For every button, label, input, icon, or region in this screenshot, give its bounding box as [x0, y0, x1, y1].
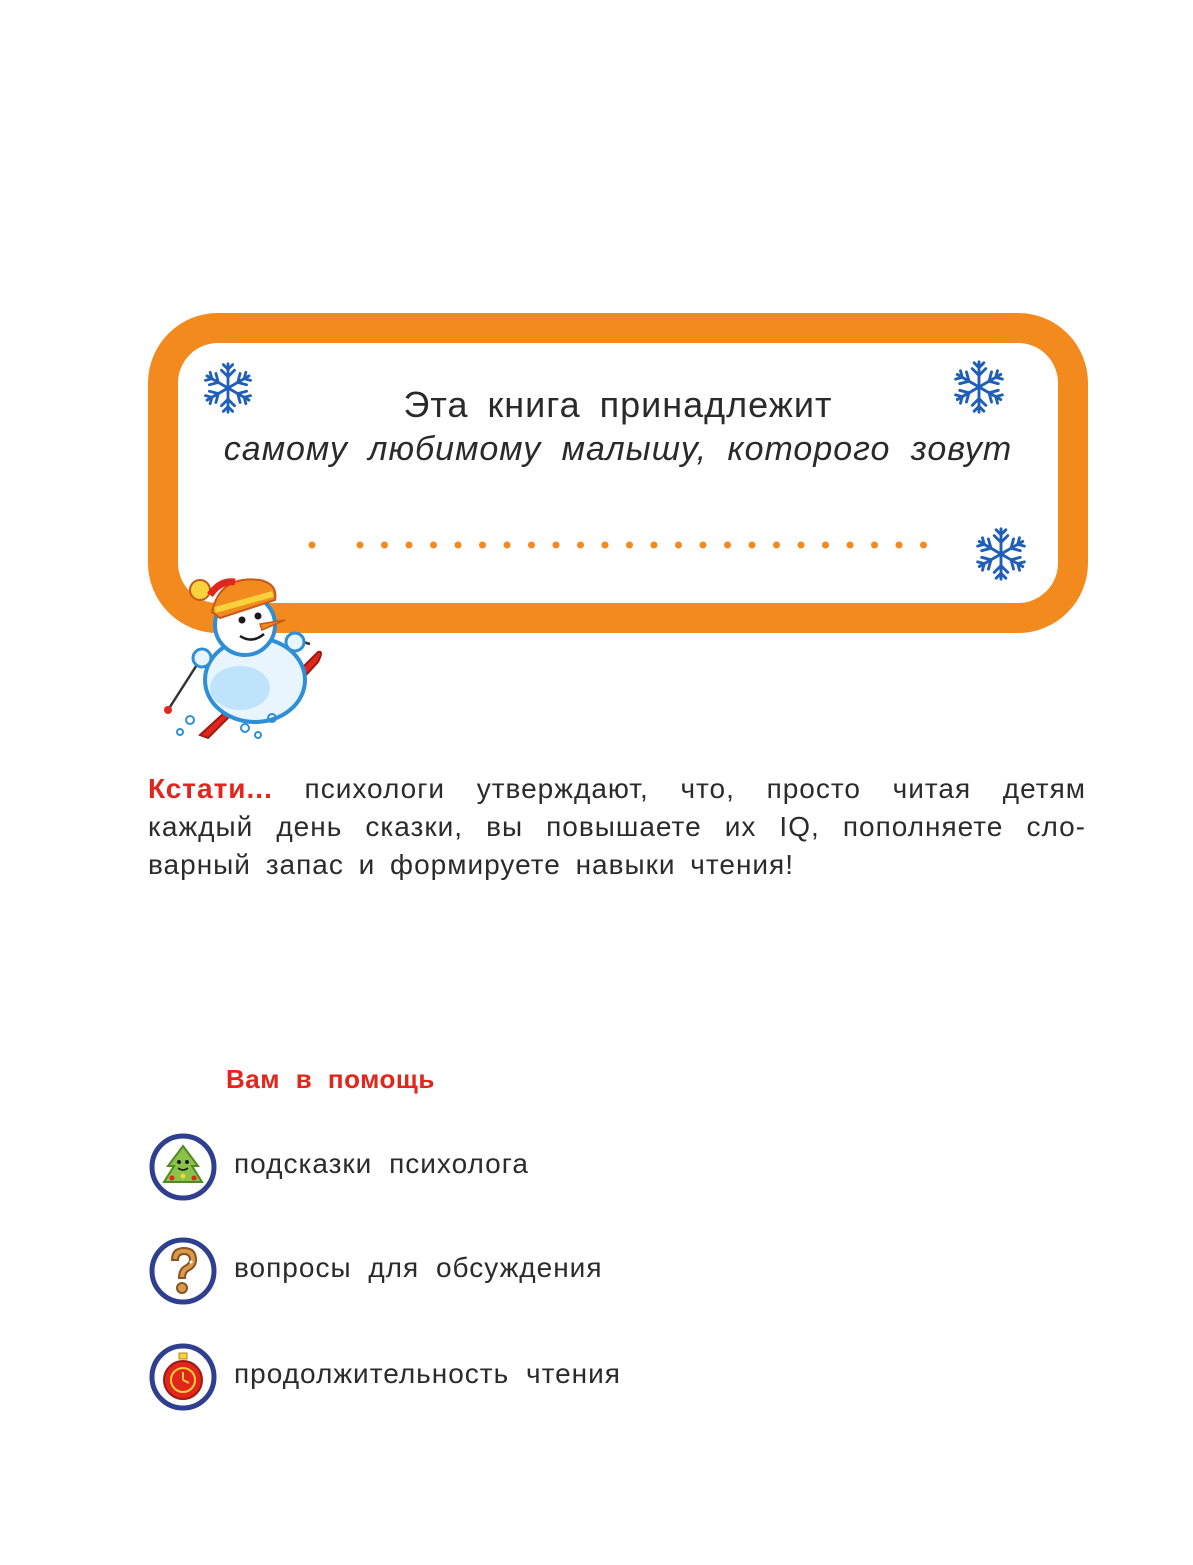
dot — [724, 542, 731, 549]
snowman-skier-illustration — [160, 570, 330, 745]
help-item-label: продолжительность чтения — [234, 1358, 621, 1389]
dot — [871, 542, 878, 549]
dot — [309, 542, 316, 549]
fact-line: варный запас и формируете навыки чтения! — [148, 849, 794, 880]
help-title: Вам в помощь — [226, 1064, 435, 1094]
dot — [700, 542, 707, 549]
ornament-clock-icon — [148, 1342, 218, 1412]
dot — [798, 542, 805, 549]
fact-line: каждый день сказки, вы повышаете их IQ, пополняете сло- — [148, 811, 1086, 842]
dot — [528, 542, 535, 549]
dot — [479, 542, 486, 549]
dot — [749, 542, 756, 549]
dot — [455, 542, 462, 549]
help-item-label: вопросы для обсуждения — [234, 1252, 603, 1283]
dot — [381, 542, 388, 549]
dot — [920, 542, 927, 549]
fact-text: психологи утверждают, что, просто читая детям — [304, 773, 1086, 804]
dot — [773, 542, 780, 549]
name-dotted-line[interactable] — [300, 535, 940, 555]
dot — [406, 542, 413, 549]
snowflake-icon — [972, 525, 1030, 583]
fact-paragraph — [148, 770, 1086, 884]
owner-subtitle: самому любимому малышу, которого зовут — [223, 430, 1013, 468]
dot — [357, 542, 364, 549]
dot — [602, 542, 609, 549]
christmas-tree-icon — [148, 1132, 218, 1202]
dot — [822, 542, 829, 549]
owner-title: Эта книга принадлежит — [403, 384, 833, 425]
help-item-label: подсказки психолога — [234, 1148, 529, 1179]
dot — [896, 542, 903, 549]
question-mark-icon — [148, 1236, 218, 1306]
fact-lead: Кстати... — [148, 773, 273, 804]
dot — [675, 542, 682, 549]
dot — [430, 542, 437, 549]
dot — [504, 542, 511, 549]
dot — [651, 542, 658, 549]
dot — [847, 542, 854, 549]
dot — [553, 542, 560, 549]
dot — [577, 542, 584, 549]
fact-line — [148, 770, 1086, 808]
dot — [626, 542, 633, 549]
